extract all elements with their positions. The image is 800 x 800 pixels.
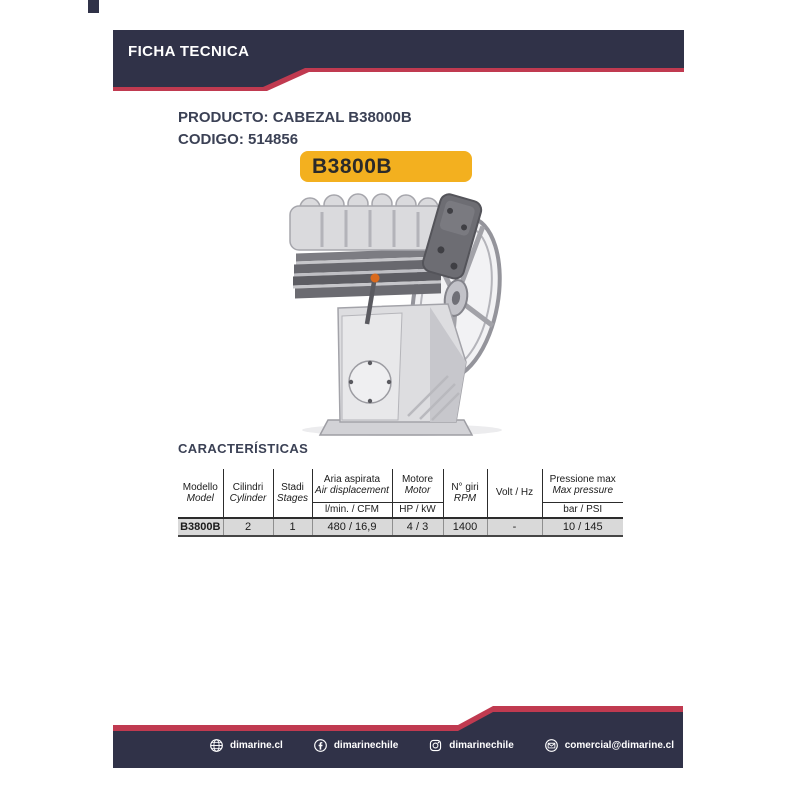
table-row xyxy=(178,518,623,536)
footer-instagram-label: dimarinechile xyxy=(449,740,514,751)
page-title: FICHA TECNICA xyxy=(128,43,250,60)
product-name: PRODUCTO: CABEZAL B38000B xyxy=(178,109,412,126)
product-info xyxy=(178,107,412,151)
section-title: CARACTERÍSTICAS xyxy=(178,441,309,456)
footer-link-email[interactable] xyxy=(544,738,674,753)
product-code: CODIGO: 514856 xyxy=(178,131,299,148)
corner-accent xyxy=(88,0,99,13)
cell-air-displacement: 480 / 16,9 xyxy=(312,518,392,536)
col-unit-pressione: bar / PSI xyxy=(542,502,623,518)
footer-website-label: dimarine.cl xyxy=(230,740,283,751)
col-unit-aria: l/min. / CFM xyxy=(312,502,392,518)
footer-facebook-label: dimarinechile xyxy=(333,740,399,751)
col-header-aria: Aria aspirata Air displacement xyxy=(312,469,392,502)
footer-link-facebook[interactable] xyxy=(313,738,398,753)
header-banner xyxy=(113,30,684,92)
instagram-icon xyxy=(428,738,443,753)
footer-ribbon-shape xyxy=(113,705,683,768)
footer-email-label: comercial@dimarine.cl xyxy=(564,740,674,751)
cell-cylinders: 2 xyxy=(223,518,273,536)
footer-link-website[interactable] xyxy=(209,738,283,753)
footer-banner xyxy=(113,705,683,768)
cell-motor: 4 / 3 xyxy=(392,518,443,536)
globe-icon xyxy=(209,738,224,753)
facebook-icon xyxy=(313,738,328,753)
footer-link-instagram[interactable] xyxy=(428,738,513,753)
col-header-giri: N° giri RPM xyxy=(443,469,487,518)
header-ribbon-shape xyxy=(113,30,684,92)
col-header-stadi: Stadi Stages xyxy=(273,469,312,518)
col-header-volt: Volt / Hz xyxy=(487,469,542,518)
col-header-pressione: Pressione max Max pressure xyxy=(542,469,623,502)
model-badge: B3800B xyxy=(300,151,472,182)
cell-max-pressure: 10 / 145 xyxy=(542,518,623,536)
cell-stages: 1 xyxy=(273,518,312,536)
cell-volt-hz: - xyxy=(487,518,542,536)
product-image xyxy=(280,190,530,440)
footer-contacts xyxy=(209,738,674,753)
col-header-motore: Motore Motor xyxy=(392,469,443,502)
col-header-cilindri: Cilindri Cylinder xyxy=(223,469,273,518)
spec-table xyxy=(178,469,623,537)
email-icon xyxy=(544,738,559,753)
col-header-modello: Modello Model xyxy=(182,481,218,504)
cell-rpm: 1400 xyxy=(443,518,487,536)
cell-model: B3800B xyxy=(178,518,223,536)
col-unit-motore: HP / kW xyxy=(392,502,443,518)
